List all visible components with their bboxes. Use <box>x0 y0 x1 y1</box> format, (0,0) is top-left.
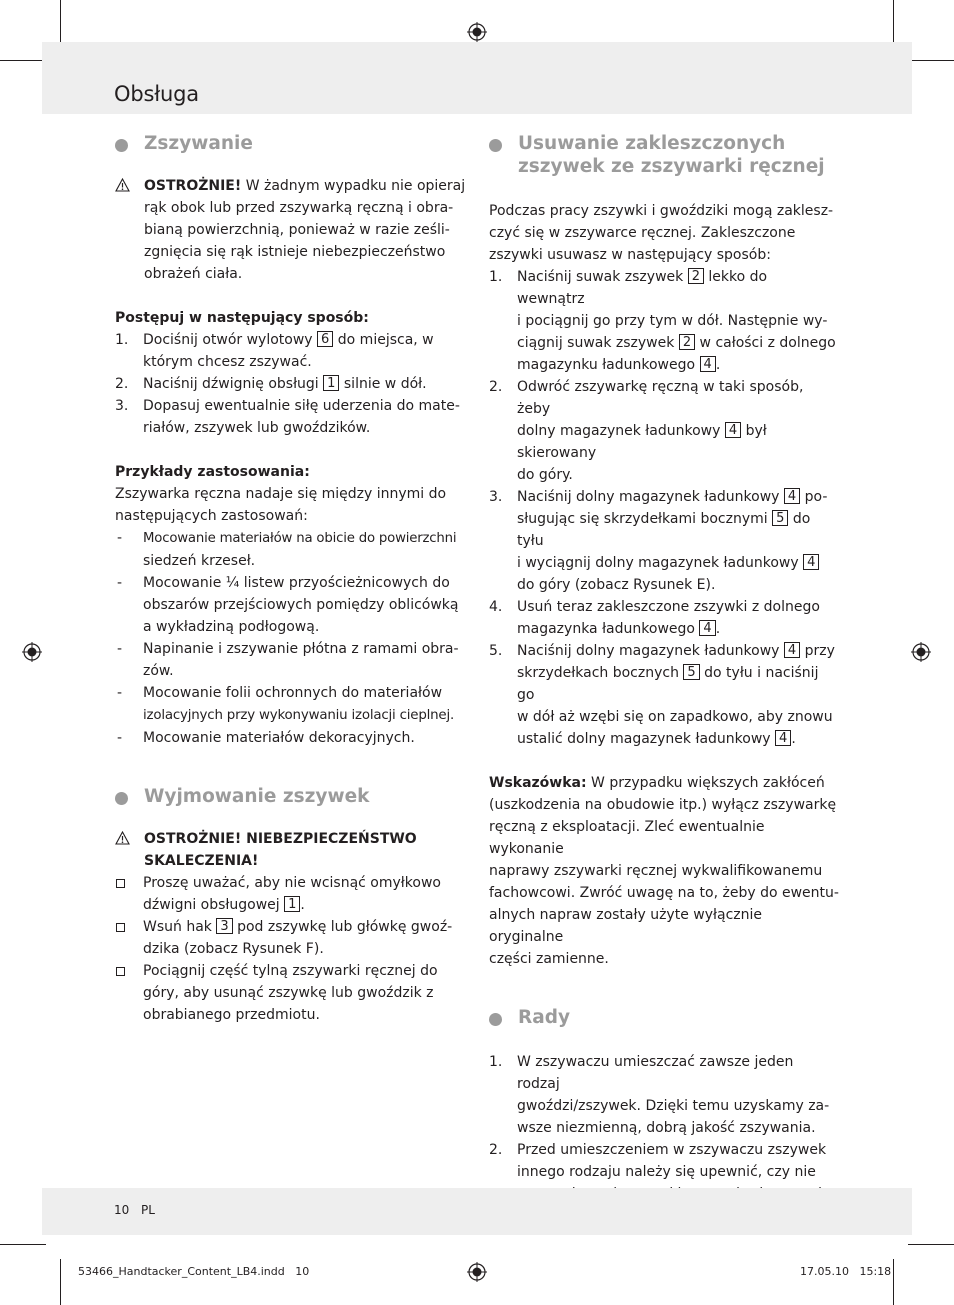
part-reference: 5 <box>683 664 699 680</box>
list-item: 1. Naciśnij suwak zszywek 2 lekko do wewnątrz i pociągnij go przy tym w dół. Następnie wy- ciągnij suwak zszywek 2 w całości z dolnego magazynku ładunkowego 4 . <box>489 269 836 373</box>
part-reference: 4 <box>725 422 741 438</box>
registration-mark-icon <box>467 1262 487 1282</box>
list-item: - Napinanie i zszywanie płótna z ramami obra- zów. <box>117 641 459 679</box>
examples-label: Przykłady zastosowania: <box>115 464 310 480</box>
page-language: PL <box>141 1203 155 1217</box>
jammed-steps <box>489 266 839 750</box>
left-column <box>115 132 467 1026</box>
part-reference: 4 <box>700 356 716 372</box>
warning-triangle-icon <box>115 178 130 192</box>
list-item: - Mocowanie materiałów na obicie do powierzchni siedzeń krzeseł. <box>117 530 457 569</box>
part-reference: 1 <box>323 375 339 391</box>
warning-note: OSTROŻNIE! NIEBEZPIECZEŃSTWO SKALECZENIA! <box>115 828 467 872</box>
registration-mark-icon <box>22 642 42 662</box>
part-reference: 4 <box>784 488 800 504</box>
examples-intro: Zszywarka ręczna nadaje się między innymi do następujących zastosowań: <box>115 486 447 524</box>
crop-mark <box>60 0 61 46</box>
list-item: - Mocowanie ¼ listew przyościeżnicowych do obszarów przejściowych pomiędzy oblicówką a wykładziną podłogową. <box>117 575 459 635</box>
registration-mark-icon <box>911 642 931 662</box>
print-slug-date: 17.05.10 15:18 <box>800 1265 892 1278</box>
crop-mark <box>893 1259 894 1305</box>
checkbox-square-icon <box>116 967 125 976</box>
checkbox-square-icon <box>116 923 125 932</box>
part-reference: 4 <box>699 620 715 636</box>
list-item: Wsuń hak 3 pod zszywkę lub główkę gwoź- dzika (zobacz Rysunek F). <box>115 916 467 960</box>
right-column <box>489 132 839 1227</box>
proceed-label: Postępuj w następujący sposób: <box>115 310 369 326</box>
crop-mark <box>908 60 954 61</box>
list-item: - Mocowanie materiałów dekoracyjnych. <box>117 730 415 746</box>
list-item: 2. Naciśnij dźwignię obsługi 1 silnie w dół. <box>115 376 427 392</box>
list-item: 1. W zszywaczu umieszczać zawsze jeden rodzaj gwoździ/zszywek. Dzięki temu uzyskamy za- wsze niezmienną, dobrą jakość zszywania. <box>489 1054 830 1136</box>
list-item: 2. Przed umieszczeniem w zszywaczu zszywek innego rodzaju należy się upewnić, czy nie <box>489 1142 827 1180</box>
bullet-dot-icon <box>115 792 128 805</box>
list-item: Proszę uważać, aby nie wcisnąć omyłkowo dźwigni obsługowej 1 . <box>115 872 467 916</box>
footer-band <box>42 1188 912 1235</box>
examples-list <box>115 527 467 749</box>
section-heading-stapling: Zszywanie <box>115 132 467 155</box>
part-reference: 2 <box>679 334 695 350</box>
page-title: Obsługa <box>114 82 199 106</box>
warning-triangle-icon <box>115 831 130 845</box>
list-item: 4. Usuń teraz zakleszczone zszywki z dolnego magazynka ładunkowego 4 . <box>489 599 820 637</box>
list-item: - Mocowanie folii ochronnych do materiałów izolacyjnych przy wykonywaniu izolacji cieplnej. <box>117 685 455 723</box>
page-number: 10 <box>114 1203 130 1217</box>
list-item: 2. Odwróć zszywarkę ręczną w taki sposób, żeby dolny magazynek ładunkowy 4 był skierowany do góry. <box>489 379 804 483</box>
bullet-dot-icon <box>489 139 502 152</box>
section-heading-removing: Wyjmowanie zszywek <box>115 785 467 808</box>
part-reference: 4 <box>803 554 819 570</box>
bullet-dot-icon <box>115 139 128 152</box>
part-reference: 4 <box>784 642 800 658</box>
crop-mark <box>893 0 894 46</box>
part-reference: 6 <box>317 331 333 347</box>
list-item: Pociągnij część tylną zszywarki ręcznej do góry, aby usunąć zszywkę lub gwoździk z obrabianego przedmiotu. <box>115 960 467 1026</box>
stapling-steps <box>115 329 467 439</box>
tip-note: Wskazówka: W przypadku większych zakłóceń (uszkodzenia na obudowie itp.) wyłącz zszywarkę ręczną z eksploatacji. Zleć ewentualnie wykonanie naprawy zszywarki ręcznej wykwalifikowanemu fachowcowi. Zwróć uwagę na to, żeby do ewentu- alnych napraw zostały użyte wyłącznie oryginalne części zamienne. <box>489 775 839 967</box>
crop-mark <box>0 1244 46 1245</box>
list-item: 3. Dopasuj ewentualnie siłę uderzenia do mate- riałów, zszywek lub gwoździków. <box>115 398 460 436</box>
part-reference: 5 <box>772 510 788 526</box>
jammed-intro: Podczas pracy zszywki i gwoździki mogą zaklesz- czyć się w zszywarce ręcznej. Zakleszczone zszywki usuwasz w następujący sposób: <box>489 203 834 263</box>
crop-mark <box>60 1259 61 1305</box>
section-heading-jammed: Usuwanie zakleszczonych zszywek ze zszywarki ręcznej <box>489 132 839 178</box>
checkbox-square-icon <box>116 879 125 888</box>
crop-mark <box>0 60 46 61</box>
list-item: 1. Dociśnij otwór wylotowy 6 do miejsca, w którym chcesz zszywać. <box>115 332 434 370</box>
crop-mark <box>908 1244 954 1245</box>
part-reference: 2 <box>688 268 704 284</box>
part-reference: 1 <box>284 896 300 912</box>
bullet-dot-icon <box>489 1013 502 1026</box>
warning-note: OSTROŻNIE! W żadnym wypadku nie opieraj rąk obok lub przed zszywarką ręczną i obra- bianą powierzchnią, ponieważ w razie ześli- zgnięcia się rąk istnieje niebezpieczeństwo obrażeń ciała. <box>115 175 467 285</box>
part-reference: 3 <box>216 918 232 934</box>
list-item: 5. Naciśnij dolny magazynek ładunkowy 4 przy skrzydełkach bocznych 5 do tyłu i naciśnij go w dół aż wzębi się on zapadkowo, aby znowu ustalić dolny magazynek ładunkowy 4 . <box>489 643 835 747</box>
print-slug-file: 53466_Handtacker_Content_LB4.indd 10 <box>78 1265 310 1278</box>
removing-list <box>115 872 467 1026</box>
section-heading-tips: Rady <box>489 1006 839 1029</box>
registration-mark-icon <box>467 22 487 42</box>
part-reference: 4 <box>775 730 791 746</box>
list-item: 3. Naciśnij dolny magazynek ładunkowy 4 po- sługując się skrzydełkami bocznymi 5 do tyłu i wyciągnij dolny magazynek ładunkowy 4 do góry (zobacz Rysunek E). <box>489 489 828 593</box>
